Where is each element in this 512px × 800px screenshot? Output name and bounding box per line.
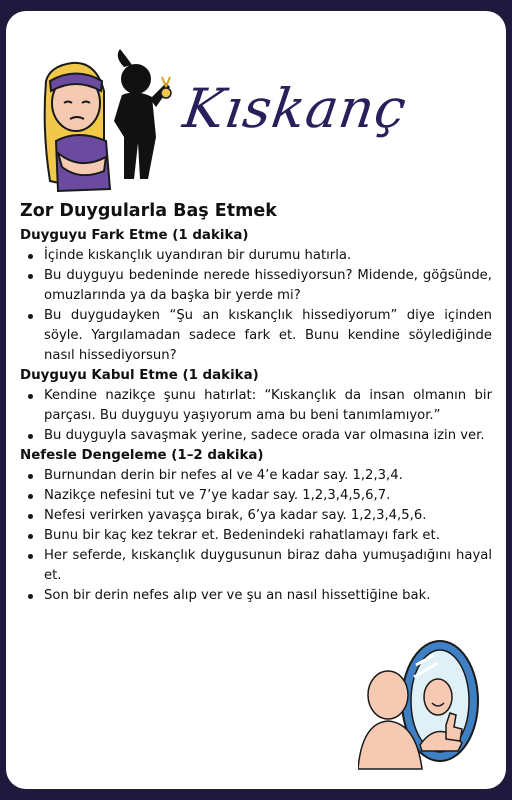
card-title: Kıskanç	[179, 77, 411, 140]
list-item: Bunu bir kaç kez tekrar et. Bedenindeki rahatlamayı fark et.	[20, 526, 492, 546]
list-item: Son bir derin nefes alıp ver ve şu an nasıl hissettiğine bak.	[20, 586, 492, 606]
list-item: Bu duyguyla savaşmak yerine, sadece orada var olmasına izin ver.	[20, 426, 492, 446]
section-list	[20, 386, 492, 446]
section-list	[20, 246, 492, 366]
section-title: Nefesle Dengeleme (1–2 dakika)	[20, 448, 264, 463]
list-item: Her seferde, kıskançlık duygusunun biraz daha yumuşadığını hayal et.	[20, 546, 492, 586]
guide-heading: Zor Duygularla Baş Etmek	[20, 201, 277, 221]
jealous-girl-illustration	[45, 63, 110, 191]
section-title: Duyguyu Fark Etme (1 dakika)	[20, 228, 249, 243]
list-item: Kendine nazikçe şunu hatırlat: “Kıskançlık da insan olmanın bir parçası. Bu duyguyu yaşıyorum ama bu beni tanımlamıyor.”	[20, 386, 492, 426]
list-item: İçinde kıskançlık uyandıran bir durumu hatırla.	[20, 246, 492, 266]
list-item: Bu duyguyu bedeninde nerede hissediyorsun? Midende, göğsünde, omuzlarında ya da başka bir yerde mi?	[20, 266, 492, 306]
mirror-reflection-illustration	[358, 635, 484, 775]
list-item: Bu duygudayken “Şu an kıskançlık hissediyorum” diye içinden söyle. Yargılamadan sadece fark et. Bunu kendine söylediğinde nasıl hissediyorsun?	[20, 306, 492, 366]
list-item: Nefesi verirken yavaşça bırak, 6’ya kadar say. 1,2,3,4,5,6.	[20, 506, 492, 526]
list-item: Burnundan derin bir nefes al ve 4’e kadar say. 1,2,3,4.	[20, 466, 492, 486]
section-list	[20, 466, 492, 606]
list-item: Nazikçe nefesini tut ve 7’ye kadar say. 1,2,3,4,5,6,7.	[20, 486, 492, 506]
silhouette-with-medal-illustration	[114, 49, 171, 179]
emotion-card	[6, 11, 506, 789]
section-title: Duyguyu Kabul Etme (1 dakika)	[20, 368, 259, 383]
guide-content	[20, 199, 492, 606]
